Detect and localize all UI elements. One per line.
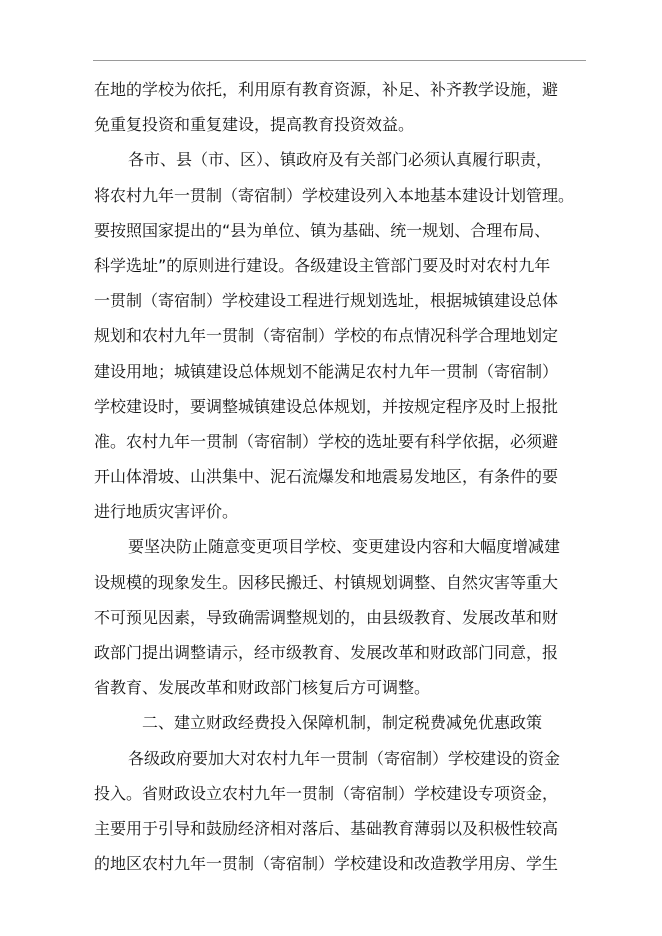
paragraph-line: 要坚决防止随意变更项目学校、变更建设内容和大幅度增减建 [128, 537, 561, 557]
paragraph-line: 进行地质灾害评价。 [94, 502, 239, 522]
paragraph-line: 免重复投资和重复建设，提高教育投资效益。 [94, 115, 415, 135]
paragraph-line: 不可预见因素，导致确需调整规划的，由县级教育、发展改革和财 [94, 607, 559, 627]
paragraph-line: 开山体滑坡、山洪集中、泥石流爆发和地震易发地区，有条件的要 [94, 467, 559, 487]
paragraph-line: 省教育、发展改革和财政部门核复后方可调整。 [94, 678, 431, 698]
paragraph-line: 设规模的现象发生。因移民搬迁、村镇规划调整、自然灾害等重大 [94, 572, 559, 592]
paragraph-line: 准。农村九年一贯制（寄宿制）学校的选址要有科学依据，必须避 [94, 431, 559, 451]
paragraph-line: 的地区农村九年一贯制（寄宿制）学校建设和改造教学用房、学生 [94, 854, 559, 874]
paragraph-line: 各市、县（市、区）、镇政府及有关部门必须认真履行职责， [128, 150, 553, 170]
paragraph-line: 主要用于引导和鼓励经济相对落后、基础教育薄弱以及积极性较高 [94, 818, 559, 838]
paragraph-line: 一贯制（寄宿制）学校建设工程进行规划选址，根据城镇建设总体 [94, 291, 559, 311]
paragraph-line: 要按照国家提出的“县为单位、镇为基础、统一规划、合理布局、 [94, 220, 551, 240]
paragraph-line: 投入。省财政设立农村九年一贯制（寄宿制）学校建设专项资金， [94, 783, 559, 803]
paragraph-line: 科学选址”的原则进行建设。各级建设主管部门要及时对农村九年 [94, 255, 551, 275]
paragraph-line: 规划和农村九年一贯制（寄宿制）学校的布点情况科学合理地划定 [94, 326, 559, 346]
paragraph-line: 将农村九年一贯制（寄宿制）学校建设列入本地基本建设计划管理。 [94, 185, 575, 205]
paragraph-line: 各级政府要加大对农村九年一贯制（寄宿制）学校建设的资金 [128, 748, 561, 768]
paragraph-line: 学校建设时，要调整城镇建设总体规划，并按规定程序及时上报批 [94, 396, 559, 416]
header-rule [93, 60, 586, 61]
paragraph-line: 在地的学校为依托，利用原有教育资源，补足、补齐教学设施，避 [94, 80, 559, 99]
paragraph-line: 建设用地；城镇建设总体规划不能满足农村九年一贯制（寄宿制） [94, 361, 559, 381]
paragraph-line: 政部门提出调整请示，经市级教育、发展改革和财政部门同意，报 [94, 643, 559, 662]
body-text [94, 72, 594, 881]
section-heading: 二、建立财政经费投入保障机制，制定税费减免优惠政策 [142, 713, 543, 733]
